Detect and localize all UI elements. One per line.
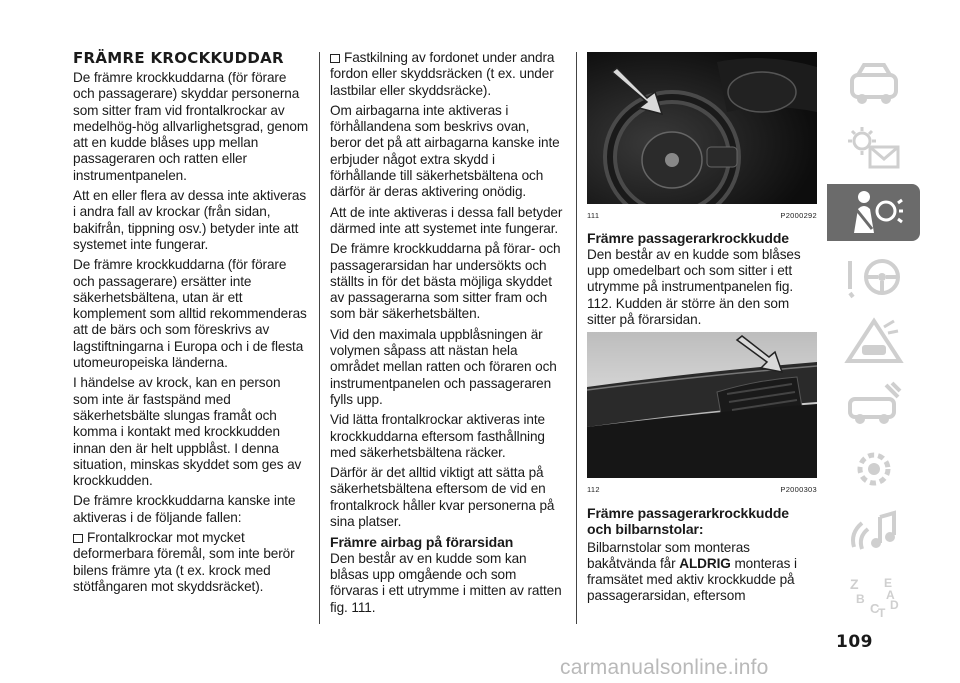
checkbox-bullet-icon	[330, 54, 340, 63]
paragraph: Den består av en kudde som kan blåsas upp omgående och som förvaras i ett utrymme i mitten av ratten fig. 111.	[330, 550, 562, 615]
bullet-item: Frontalkrockar mot mycket deformerbara föremål, som inte berör bilens främre yta (t ex. krock med stötfångaren mot skyddsräcket).	[73, 530, 295, 594]
subheading: Främre passagerarkrockkudde och bilbarnstolar:	[587, 504, 789, 538]
paragraph: Vid lätta frontalkrockar aktiveras inte krockkuddarna eftersom fasthållning med säkerhetsbältena räcker.	[330, 412, 545, 460]
column-1	[73, 50, 309, 599]
paragraph: Bilbarnstolar som monteras bakåtvända får ALDRIG monteras i framsätet med aktiv krockkudde på passagerarsidan, eftersom	[587, 539, 797, 604]
dashboard-image	[587, 332, 817, 478]
svg-text:T: T	[877, 605, 885, 620]
tab-technical-data[interactable]	[827, 440, 920, 497]
safety-airbag-icon	[844, 189, 904, 237]
maintenance-icon	[844, 381, 904, 429]
svg-text:E: E	[883, 575, 892, 590]
figure-code: P2000303	[780, 485, 817, 495]
technical-data-icon	[844, 445, 904, 493]
tab-starting-driving[interactable]	[827, 248, 920, 305]
subheading: Främre passagerarkrockkudde	[587, 230, 789, 247]
steering-wheel-image	[587, 52, 817, 204]
paragraph: De främre krockkuddarna på förar- och passagerarsidan har undersökts och ställts in för det bästa möjliga skyddet av passagerarna som sitter fram och som bär säkerhetsbälten.	[330, 241, 561, 322]
figure-number: 112	[587, 485, 600, 495]
paragraph: Om airbagarna inte aktiveras i förhållandena som beskrivs ovan, beror det på att airbagarna kanske inte erbjuder något extra skydd i förhållande till säkerhetsbältena och därför är deras aktivering onödig.	[330, 102, 560, 200]
svg-text:D: D	[889, 597, 899, 612]
chapter-tabs	[827, 56, 920, 632]
svg-text:B: B	[855, 591, 865, 606]
emergency-icon	[844, 317, 904, 365]
paragraph: De främre krockkuddarna (för förare och passagerare) skyddar personerna som sitter fram vid frontalkrockar av medelhög-hög allvarlighetsgrad, genom att en kudde blåses upp mellan passageraren och ratten eller instrumentpanelen.	[73, 70, 309, 183]
paragraph: I händelse av krock, kan en person som inte är fastspänd med säkerhetsbälte slungas framåt och komma i kontakt med krockkudden innan den är helt uppblåst. I denna situation, minskas skyddet som ges av krockkudden.	[73, 375, 302, 489]
paragraph: Att de inte aktiveras i dessa fall betyder därmed inte att systemet inte fungerar.	[330, 204, 563, 236]
figure-code: P2000292	[780, 211, 817, 220]
tab-emergency[interactable]	[827, 312, 920, 369]
emphasis: ALDRIG	[679, 555, 731, 571]
tab-warning-lights[interactable]	[827, 120, 920, 177]
paragraph: De främre krockkuddarna kanske inte aktiveras i de följande fallen:	[73, 493, 296, 525]
checkbox-bullet-icon	[73, 534, 83, 543]
multimedia-icon	[844, 509, 904, 557]
car-dashboard-icon	[844, 61, 904, 109]
column-2	[330, 50, 564, 620]
paragraph: Därför är det alltid viktigt att sätta på säkerhetsbältena eftersom de vid en frontalkrock håller kvar personerna på sina platser.	[330, 465, 555, 530]
paragraph: Att en eller flera av dessa inte aktiveras i andra fall av krockar (från sidan, bakifrån, tippning osv.) betyder inte att systemet inte fungerar.	[73, 188, 307, 252]
column-divider	[576, 52, 577, 624]
page-number: 109	[836, 632, 873, 652]
tab-multimedia[interactable]	[827, 504, 920, 561]
figure-caption	[587, 208, 817, 224]
watermark: carmanualsonline.info	[560, 656, 769, 679]
column-3	[587, 52, 817, 609]
section-heading: FRÄMRE KROCKKUDDAR	[73, 49, 284, 67]
paragraph: Vid den maximala uppblåsningen är volymen såpass att nästan hela området mellan ratten och föraren och instrumentpanelen och passageraren fylls upp.	[330, 326, 557, 407]
svg-text:Z: Z	[849, 575, 859, 592]
tab-safety[interactable]	[827, 184, 920, 241]
subheading: Främre airbag på förarsidan	[330, 534, 514, 551]
svg-text:C: C	[869, 600, 879, 616]
figure-dashboard	[587, 332, 817, 478]
index-icon	[844, 573, 904, 621]
column-divider	[319, 52, 320, 624]
tab-index[interactable]	[827, 568, 920, 625]
paragraph: Den består av en kudde som blåses upp omedelbart och som sitter i ett utrymme på instrumentpanelen fig. 112. Kudden är större än den som sitter på förarsidan.	[587, 246, 801, 327]
figure-steering-wheel	[587, 52, 817, 204]
figure-caption	[587, 482, 817, 498]
svg-text:A: A	[885, 587, 895, 602]
figure-number: 111	[587, 211, 600, 220]
bullet-item: Fastkilning av fordonet under andra fordon eller skyddsräcken (t ex. under lastbilar eller skyddsräcke).	[330, 50, 555, 98]
tab-dashboard[interactable]	[827, 56, 920, 113]
warning-lights-icon	[844, 125, 904, 173]
tab-maintenance[interactable]	[827, 376, 920, 433]
starting-driving-icon	[844, 253, 904, 301]
paragraph: De främre krockkuddarna (för förare och passagerare) ersätter inte säkerhetsbältena, utan är ett komplement som alltid rekommenderas att de bärs och som föreskrivs av lagstiftningarna i Europa och i de flesta utomeuropeiska länderna.	[73, 257, 307, 371]
